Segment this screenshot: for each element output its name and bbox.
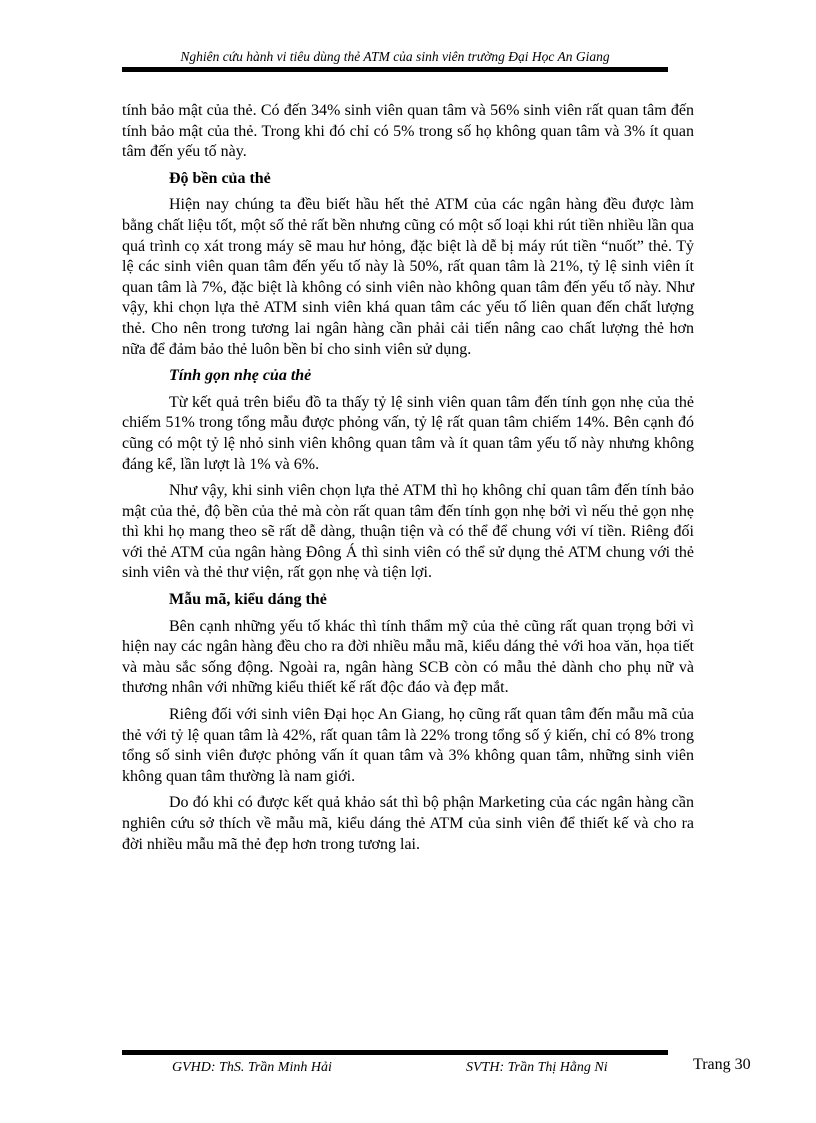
footer-advisor: GVHD: ThS. Trần Minh Hải: [172, 1060, 332, 1075]
page-number: Trang 30: [693, 1056, 751, 1073]
paragraph-intro: tính bảo mật của thẻ. Có đến 34% sinh viên quan tâm và 56% sinh viên rất quan tâm đến tính bảo mật của thẻ. Trong khi đó chỉ có 5% trong số họ không quan tâm và 3% ít quan tâm đến yếu tố này.: [122, 102, 694, 161]
paragraph-do-ben: Hiện nay chúng ta đều biết hầu hết thẻ ATM của các ngân hàng đều được làm bằng chất liệu tốt, một số thẻ rất bền nhưng cũng có một số loại khi rút tiền nhiều lần qua quá trình cọ xát trong máy sẽ mau hư hỏng, đặc biệt là dễ bị máy rút tiền “nuốt” thẻ. Tỷ lệ các sinh viên quan tâm đến yếu tố này là 50%, rất quan tâm là 21%, tỷ lệ sinh viên ít quan tâm là 7%, đặc biệt là không có sinh viên nào không quan tâm đến yếu tố này. Như vậy, khi chọn lựa thẻ ATM sinh viên khá quan tâm các yếu tố liên quan đến chất lượng thẻ. Cho nên trong tương lai ngân hàng cần phải cải tiến nâng cao chất lượng thẻ hơn nữa để đảm bảo thẻ luôn bền bỉ cho sinh viên sử dụng.: [122, 196, 694, 358]
paragraph-ket-luan: Do đó khi có được kết quả khảo sát thì bộ phận Marketing của các ngân hàng cần nghiên cứu sở thích về mẫu mã, kiểu dáng thẻ ATM của sinh viên để thiết kế và cho ra đời nhiều mẫu mã thẻ đẹp hơn trong tương lai.: [122, 794, 694, 853]
heading-gon-nhe: Tính gọn nhẹ của thẻ: [169, 367, 312, 385]
footer-rule: [122, 1050, 668, 1055]
running-header: Nghiên cứu hành vi tiêu dùng thẻ ATM của sinh viên trường Đại Học An Giang: [180, 49, 610, 64]
footer-student: SVTH: Trần Thị Hằng Ni: [466, 1060, 608, 1075]
paragraph-mau-ma-2: Riêng đối với sinh viên Đại học An Giang, họ cũng rất quan tâm đến mẫu mã của thẻ với tỷ lệ quan tâm là 42%, rất quan tâm là 22% trong tổng số ý kiến, chỉ có 8% trong tổng số sinh viên được phỏng vấn ít quan tâm và 3% không quan tâm, những sinh viên không quan tâm thường là nam giới.: [122, 706, 694, 785]
heading-do-ben: Độ bền của thẻ: [169, 169, 271, 187]
header-rule: [122, 67, 668, 72]
paragraph-mau-ma-1: Bên cạnh những yếu tố khác thì tính thẩm mỹ của thẻ cũng rất quan trọng bởi vì hiện nay các ngân hàng đều cho ra đời nhiều mẫu mã, kiểu dáng thẻ với hoa văn, họa tiết và màu sắc sống động. Ngoài ra, ngân hàng SCB còn có mẫu thẻ dành cho phụ nữ và thương nhân với những kiểu thiết kế rất độc đáo và đẹp mắt.: [122, 617, 694, 697]
heading-mau-ma: Mẫu mã, kiểu dáng thẻ: [169, 591, 327, 609]
paragraph-gon-nhe-2: Như vậy, khi sinh viên chọn lựa thẻ ATM thì họ không chỉ quan tâm đến tính bảo mật của thẻ, độ bền của thẻ mà còn rất quan tâm đến tính gọn nhẹ bởi vì nếu thẻ gọn nhẹ thì khi họ mang theo sẽ rất dễ dàng, thuận tiện và có thể để chung với ví tiền. Riêng đối với thẻ ATM của ngân hàng Đông Á thì sinh viên có thể sử dụng thẻ ATM chung với thẻ sinh viên và thẻ thư viện, rất gọn nhẹ và tiện lợi.: [122, 482, 694, 582]
page-body: [122, 101, 694, 861]
paragraph-gon-nhe-1: Từ kết quả trên biểu đồ ta thấy tỷ lệ sinh viên quan tâm đến tính gọn nhẹ của thẻ chiếm 51% trong tổng mẫu được phỏng vấn, tỷ lệ rất quan tâm chiếm 14%. Bên cạnh đó cũng có một tỷ lệ nhỏ sinh viên không quan tâm và ít quan tâm yếu tố này nhưng không đáng kể, lần lượt là 1% và 6%.: [122, 393, 694, 473]
